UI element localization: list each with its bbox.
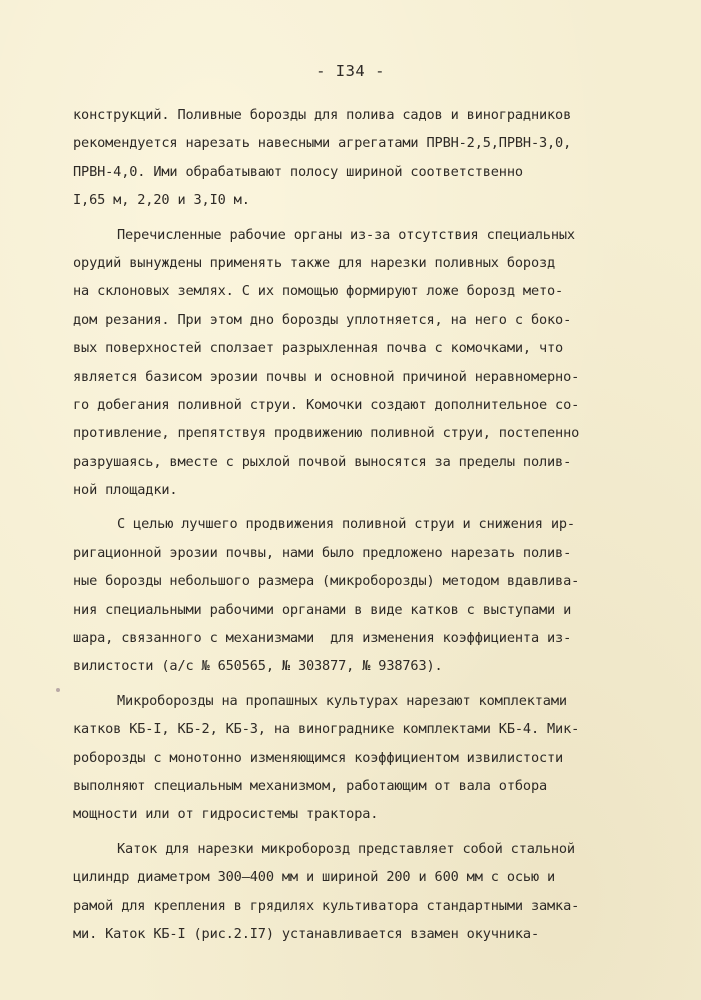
text-line: ные борозды небольшого размера (микроборозды) методом вдавлива-: [73, 573, 580, 590]
text-line: рекомендуется нарезать навесными агрегатами ПРВН-2,5,ПРВН-3,0,: [73, 135, 572, 152]
text-line: Перечисленные рабочие органы из-за отсутствия специальных: [117, 226, 575, 243]
text-line: Микроборозды на пропашных культурах нарезают комплектами: [117, 692, 567, 709]
text-line: шара, связанного с механизмами для изменения коэффициента из-: [73, 630, 572, 647]
text-line: С целью лучшего продвижения поливной струи и снижения ир-: [117, 516, 575, 533]
text-line: I,65 м, 2,20 и 3,I0 м.: [73, 192, 250, 209]
text-line: ПРВН-4,0. Ими обрабатывают полосу шириной соответственно: [73, 163, 523, 180]
paragraph-2: [73, 221, 633, 505]
paragraph-3: [73, 510, 633, 680]
text-line: катков КБ-I, КБ-2, КБ-3, на винограднике комплектами КБ-4. Мик-: [73, 721, 580, 738]
text-line: вых поверхностей сползает разрыхленная почва с комочками, что: [73, 340, 564, 357]
text-line: Каток для нарезки микроборозд представляет собой стальной: [117, 840, 575, 857]
text-line: рамой для крепления в грядилях культиватора стандартными замка-: [73, 897, 580, 914]
text-line: противление, препятствуя продвижению поливной струи, постепенно: [73, 425, 580, 442]
paragraph-1: [73, 101, 633, 215]
text-line: вилистости (а/с № 650565, № 303877, № 938763).: [73, 658, 443, 675]
text-line: орудий вынуждены применять также для нарезки поливных борозд: [73, 254, 556, 271]
text-line: разрушаясь, вместе с рыхлой почвой выносятся за пределы полив-: [73, 453, 572, 470]
text-line: ной площадки.: [73, 482, 178, 499]
text-line: мощности или от гидросистемы трактора.: [73, 806, 379, 823]
document-body: [73, 101, 633, 948]
text-line: ми. Каток КБ-I (рис.2.I7) устанавливается взамен окучника-: [73, 925, 539, 942]
text-line: го добегания поливной струи. Комочки создают дополнительное со-: [73, 396, 580, 413]
text-line: выполняют специальным механизмом, работающим от вала отбора: [73, 777, 548, 794]
text-line: на склоновых землях. С их помощью формируют ложе борозд мето-: [73, 283, 564, 300]
text-line: конструкций. Поливные борозды для полива садов и виноградников: [73, 107, 572, 123]
page-number: - I34 -: [316, 62, 385, 80]
text-line: роборозды с монотонно изменяющимся коэффициентом извилистости: [73, 749, 564, 766]
text-line: цилиндр диаметром 300—400 мм и шириной 200 и 600 мм с осью и: [73, 869, 556, 886]
paragraph-4: [73, 687, 633, 829]
text-line: дом резания. При этом дно борозды уплотняется, на него с боко-: [73, 311, 572, 328]
text-line: ригационной эрозии почвы, нами было предложено нарезать полив-: [73, 544, 572, 561]
margin-dot-mark: [56, 688, 60, 692]
text-line: является базисом эрозии почвы и основной причиной неравномерно-: [73, 368, 580, 385]
paragraph-5: [73, 835, 633, 949]
text-line: ния специальными рабочими органами в виде катков с выступами и: [73, 601, 572, 618]
